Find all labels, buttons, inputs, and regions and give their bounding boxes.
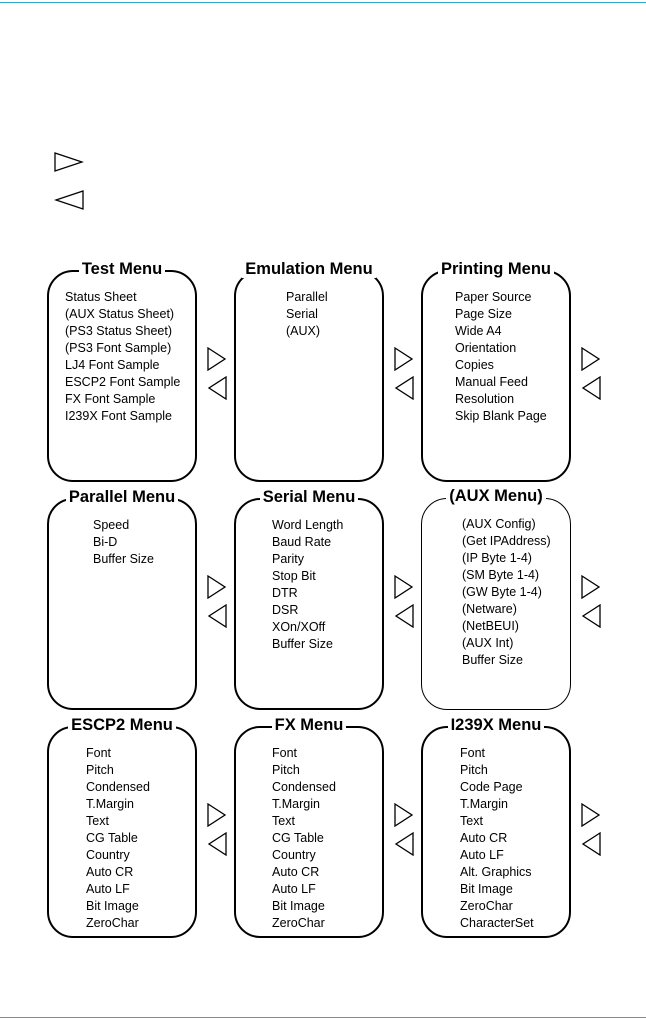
menu-item: Copies bbox=[455, 358, 494, 372]
menu-item: Pitch bbox=[86, 763, 114, 777]
menu-item: Text bbox=[86, 814, 109, 828]
menu-item: Auto CR bbox=[272, 865, 320, 879]
legend-back-triangle-icon bbox=[54, 190, 84, 210]
menu-box bbox=[234, 488, 384, 710]
next-triangle-right-icon[interactable] bbox=[394, 575, 414, 599]
menu-item: (AUX Config) bbox=[462, 517, 536, 531]
menu-item: (PS3 Status Sheet) bbox=[65, 324, 173, 338]
menu-item: CharacterSet bbox=[460, 916, 534, 930]
menu-item: (AUX Int) bbox=[462, 636, 514, 650]
prev-triangle-left-icon[interactable] bbox=[581, 604, 601, 628]
menu-item-list bbox=[93, 517, 154, 568]
menu-item: Code Page bbox=[460, 780, 523, 794]
menu-item: Serial bbox=[286, 307, 318, 321]
menu-item: T.Margin bbox=[86, 797, 134, 811]
menu-item: Page Size bbox=[455, 307, 512, 321]
menu-box bbox=[421, 260, 571, 482]
menu-item: Bi-D bbox=[93, 535, 118, 549]
prev-triangle-left-icon[interactable] bbox=[207, 376, 227, 400]
menu-item: Parallel bbox=[286, 290, 328, 304]
menu-item: (PS3 Font Sample) bbox=[65, 341, 172, 355]
menu-item: Font bbox=[460, 746, 486, 760]
menu-title-text: I239X Menu bbox=[448, 716, 545, 734]
menu-box bbox=[234, 260, 384, 482]
menu-box bbox=[421, 487, 571, 710]
menu-item: LJ4 Font Sample bbox=[65, 358, 160, 372]
menu-title-text: ESCP2 Menu bbox=[68, 716, 176, 734]
menu-item: Bit Image bbox=[272, 899, 325, 913]
menu-item: ZeroChar bbox=[460, 899, 513, 913]
menu-item: DTR bbox=[272, 586, 298, 600]
menu-title bbox=[236, 715, 382, 735]
menu-title-text: Test Menu bbox=[79, 260, 165, 278]
menu-box bbox=[421, 716, 571, 938]
bottom-rule bbox=[0, 1017, 646, 1018]
menu-item: Buffer Size bbox=[462, 653, 523, 667]
menu-item: (AUX) bbox=[286, 324, 321, 338]
menu-item: Condensed bbox=[86, 780, 150, 794]
prev-triangle-left-icon[interactable] bbox=[394, 376, 414, 400]
menu-item: Condensed bbox=[272, 780, 336, 794]
menu-item: (Get IPAddress) bbox=[462, 534, 551, 548]
menu-item: ZeroChar bbox=[86, 916, 139, 930]
menu-box bbox=[47, 488, 197, 710]
menu-item: Text bbox=[272, 814, 295, 828]
menu-item: Auto CR bbox=[460, 831, 508, 845]
menu-title-text: FX Menu bbox=[272, 716, 347, 734]
next-triangle-right-icon[interactable] bbox=[581, 575, 601, 599]
menu-item: I239X Font Sample bbox=[65, 409, 173, 423]
next-triangle-right-icon[interactable] bbox=[394, 803, 414, 827]
menu-item: T.Margin bbox=[272, 797, 320, 811]
menu-title bbox=[422, 486, 570, 506]
menu-item: Paper Source bbox=[455, 290, 532, 304]
menu-item: Orientation bbox=[455, 341, 517, 355]
menu-title bbox=[49, 259, 195, 279]
menu-box bbox=[47, 260, 197, 482]
menu-item: Speed bbox=[93, 518, 130, 532]
menu-title bbox=[423, 715, 569, 735]
menu-title bbox=[236, 487, 382, 507]
menu-item: DSR bbox=[272, 603, 299, 617]
menu-title bbox=[49, 715, 195, 735]
menu-item: Auto CR bbox=[86, 865, 134, 879]
menu-item: Text bbox=[460, 814, 483, 828]
menu-item-list bbox=[460, 745, 534, 932]
menu-item: Word Length bbox=[272, 518, 344, 532]
menu-title bbox=[423, 259, 569, 279]
menu-item: (Netware) bbox=[462, 602, 517, 616]
menu-title-text: Printing Menu bbox=[438, 260, 554, 278]
menu-item: Alt. Graphics bbox=[460, 865, 532, 879]
prev-triangle-left-icon[interactable] bbox=[581, 832, 601, 856]
prev-triangle-left-icon[interactable] bbox=[394, 832, 414, 856]
menu-box bbox=[234, 716, 384, 938]
menu-item-list bbox=[455, 289, 547, 425]
menu-item-list bbox=[65, 289, 180, 425]
menu-item: (IP Byte 1-4) bbox=[462, 551, 532, 565]
next-triangle-right-icon[interactable] bbox=[581, 347, 601, 371]
next-triangle-right-icon[interactable] bbox=[207, 347, 227, 371]
menu-title-text: (AUX Menu) bbox=[446, 487, 546, 505]
prev-triangle-left-icon[interactable] bbox=[207, 832, 227, 856]
menu-item: (NetBEUI) bbox=[462, 619, 519, 633]
menu-item: (GW Byte 1-4) bbox=[462, 585, 542, 599]
menu-item: T.Margin bbox=[460, 797, 508, 811]
menu-item: ZeroChar bbox=[272, 916, 325, 930]
menu-box bbox=[47, 716, 197, 938]
menu-item: Status Sheet bbox=[65, 290, 137, 304]
menu-item: Bit Image bbox=[86, 899, 139, 913]
menu-title bbox=[49, 487, 195, 507]
menu-item-list bbox=[272, 517, 343, 653]
menu-item-list bbox=[286, 289, 328, 340]
menu-item: Wide A4 bbox=[455, 324, 502, 338]
menu-item: Skip Blank Page bbox=[455, 409, 547, 423]
menu-item: Country bbox=[86, 848, 130, 862]
menu-item: Auto LF bbox=[86, 882, 130, 896]
menu-item: ESCP2 Font Sample bbox=[65, 375, 181, 389]
menu-item: (SM Byte 1-4) bbox=[462, 568, 540, 582]
menu-item: Font bbox=[86, 746, 112, 760]
menu-item: (AUX Status Sheet) bbox=[65, 307, 175, 321]
menu-item: Buffer Size bbox=[93, 552, 154, 566]
menu-item: Country bbox=[272, 848, 316, 862]
menu-title-text: Serial Menu bbox=[260, 488, 359, 506]
next-triangle-right-icon[interactable] bbox=[581, 803, 601, 827]
top-rule bbox=[0, 2, 646, 3]
prev-triangle-left-icon[interactable] bbox=[581, 376, 601, 400]
menu-item: FX Font Sample bbox=[65, 392, 156, 406]
menu-item-list bbox=[462, 516, 551, 669]
menu-item: Buffer Size bbox=[272, 637, 333, 651]
next-triangle-right-icon[interactable] bbox=[394, 347, 414, 371]
menu-item: CG Table bbox=[86, 831, 138, 845]
menu-item: XOn/XOff bbox=[272, 620, 326, 634]
prev-triangle-left-icon[interactable] bbox=[207, 604, 227, 628]
menu-item: Resolution bbox=[455, 392, 515, 406]
menu-item: Auto LF bbox=[460, 848, 504, 862]
menu-title-text: Emulation Menu bbox=[242, 260, 375, 278]
prev-triangle-left-icon[interactable] bbox=[394, 604, 414, 628]
menu-item-list bbox=[86, 745, 150, 932]
next-triangle-right-icon[interactable] bbox=[207, 575, 227, 599]
menu-item-list bbox=[272, 745, 336, 932]
menu-title bbox=[236, 259, 382, 279]
menu-item: Pitch bbox=[272, 763, 300, 777]
menu-title-text: Parallel Menu bbox=[66, 488, 178, 506]
menu-item: Font bbox=[272, 746, 298, 760]
menu-item: Auto LF bbox=[272, 882, 316, 896]
legend-forward-triangle-icon bbox=[54, 152, 84, 172]
menu-item: Parity bbox=[272, 552, 304, 566]
next-triangle-right-icon[interactable] bbox=[207, 803, 227, 827]
menu-item: Stop Bit bbox=[272, 569, 316, 583]
menu-item: Pitch bbox=[460, 763, 488, 777]
menu-item: CG Table bbox=[272, 831, 324, 845]
menu-item: Bit Image bbox=[460, 882, 513, 896]
menu-item: Baud Rate bbox=[272, 535, 332, 549]
menu-item: Manual Feed bbox=[455, 375, 528, 389]
